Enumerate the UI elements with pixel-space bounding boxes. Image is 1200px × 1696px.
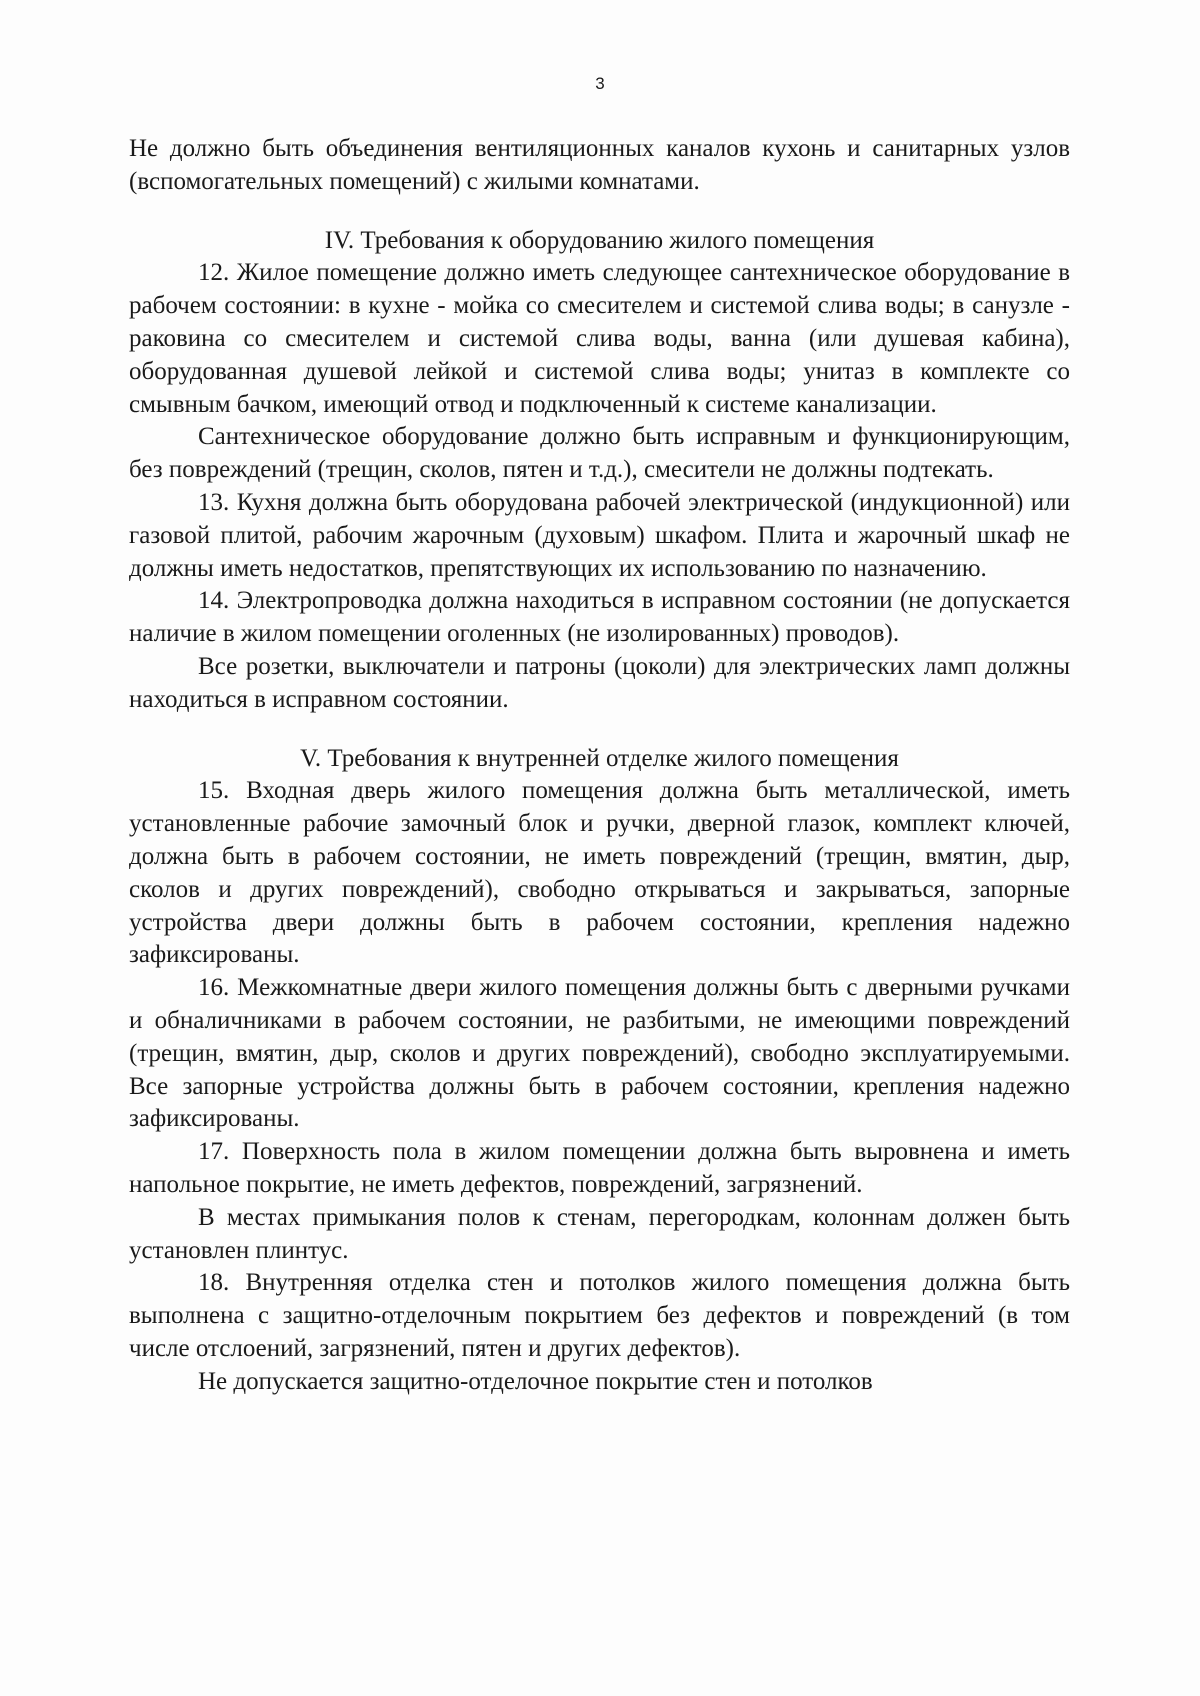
paragraph-17-continued: В местах примыкания полов к стенам, перегородкам, колоннам должен быть установлен плинтус. [129,1203,1070,1264]
paragraph-15: 15. Входная дверь жилого помещения должна быть металлической, иметь установленные рабочие замочный блок и ручки, дверной глазок, комплект ключей, должна быть в рабочем состоянии, не иметь повреждений (трещин, вмятин, дыр, сколов и других повреждений), свободно открываться и закрываться, запорные устройства двери должны быть в рабочем состоянии, крепления надежно зафиксированы. [129,777,1070,969]
paragraph-14: 14. Электропроводка должна находиться в исправном состоянии (не допускается наличие в жилом помещении оголенных (не изолированных) проводов). [129,587,1070,648]
paragraph-intro: Не должно быть объединения вентиляционных каналов кухонь и санитарных узлов (вспомогательных помещений) с жилыми комнатами. [129,135,1070,195]
paragraph-12-continued: Сантехническое оборудование должно быть исправным и функционирующим, без повреждений (трещин, сколов, пятен и т.д.), смесители не должны подтекать. [129,423,1070,484]
spacer [129,717,1070,743]
paragraph-12: 12. Жилое помещение должно иметь следующее сантехническое оборудование в рабочем состоянии: в кухне - мойка со смесителем и системой слива воды; в санузле - раковина со смесителем и системой слива воды, ванна (или душевая кабина), оборудованная душевой лейкой и системой слива воды; унитаз в комплекте со смывным бачком, имеющий отвод и подключенный к системе канализации. [129,259,1070,418]
paragraph-17: 17. Поверхность пола в жилом помещении должна быть выровнена и иметь напольное покрытие, не иметь дефектов, повреждений, загрязнений. [129,1138,1070,1198]
spacer [129,199,1070,225]
paragraph-14-continued: Все розетки, выключатели и патроны (цоколи) для электрических ламп должны находиться в исправном состоянии. [129,652,1070,713]
paragraph-18-continued: Не допускается защитно-отделочное покрытие стен и потолков [198,1367,873,1395]
section-heading-v: V. Требования к внутренней отделке жилого помещения [300,744,899,772]
section-heading-iv: IV. Требования к оборудованию жилого помещения [324,226,875,254]
paragraph-16: 16. Межкомнатные двери жилого помещения должны быть с дверными ручками и обналичниками в рабочем состоянии, не разбитыми, не имеющими повреждений (трещин, вмятин, дыр, сколов и других повреждений), свободно эксплуатируемыми. Все запорные устройства должны быть в рабочем состоянии, крепления надежно зафиксированы. [129,974,1070,1133]
paragraph-18: 18. Внутренняя отделка стен и потолков жилого помещения должна быть выполнена с защитно-отделочным покрытием без дефектов и повреждений (в том числе отслоений, загрязнений, пятен и других дефектов). [129,1269,1070,1362]
paragraph-13: 13. Кухня должна быть оборудована рабочей электрической (индукционной) или газовой плитой, рабочим жарочным (духовым) шкафом. Плита и жарочный шкаф не должны иметь недостатков, препятствующих их использованию по назначению. [129,488,1070,582]
page-number: 3 [595,74,605,93]
document-body [129,133,1070,1398]
